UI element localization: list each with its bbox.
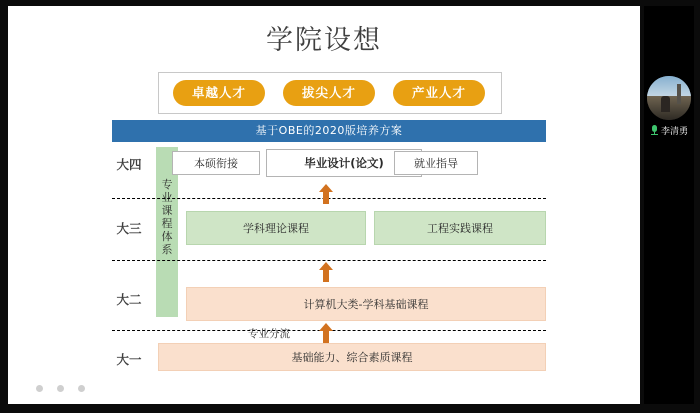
box-engineering-practice-courses: 工程实践课程 (374, 211, 546, 245)
up-arrow-icon (319, 323, 333, 343)
box-discipline-theory-courses: 学科理论课程 (186, 211, 366, 245)
divider-junior-sophomore (112, 260, 546, 261)
year-label-junior: 大三 (116, 221, 142, 236)
talent-pill-top: 拔尖人才 (283, 80, 375, 106)
pagination-dot[interactable] (78, 385, 85, 392)
talent-pill-excellent: 卓越人才 (173, 80, 265, 106)
talent-pill-industry: 产业人才 (393, 80, 485, 106)
up-arrow-icon (319, 262, 333, 282)
avatar (647, 76, 691, 120)
slide-title: 学院设想 (266, 25, 382, 56)
box-cs-foundation-courses: 计算机大类-学科基础课程 (186, 287, 546, 321)
box-career-guidance: 就业指导 (394, 151, 478, 175)
pagination-dot[interactable] (57, 385, 64, 392)
box-graduation-thesis: 毕业设计(论文) (266, 149, 422, 177)
year-label-senior: 大四 (116, 157, 142, 172)
year-label-freshman: 大一 (116, 352, 142, 367)
curriculum-spine-label: 专业课程体系 (161, 178, 173, 256)
slide-canvas (8, 6, 640, 404)
participant-name: 李清勇 (660, 127, 688, 137)
microphone-icon (650, 125, 659, 136)
participant-tile[interactable] (644, 66, 694, 146)
major-split-label: 专业分流 (248, 328, 290, 340)
participant-strip (644, 6, 694, 404)
talent-pill-container (158, 72, 502, 114)
obe-program-banner: 基于OBE的2020版培养方案 (112, 120, 546, 142)
participant-name-row (644, 124, 694, 137)
pagination-dot[interactable] (36, 385, 43, 392)
up-arrow-icon (319, 184, 333, 204)
box-basic-ability-courses: 基础能力、综合素质课程 (158, 343, 546, 371)
slide-pagination-dots[interactable] (36, 385, 85, 392)
box-undergrad-master-link: 本硕衔接 (172, 151, 260, 175)
year-label-sophomore: 大二 (116, 292, 142, 307)
